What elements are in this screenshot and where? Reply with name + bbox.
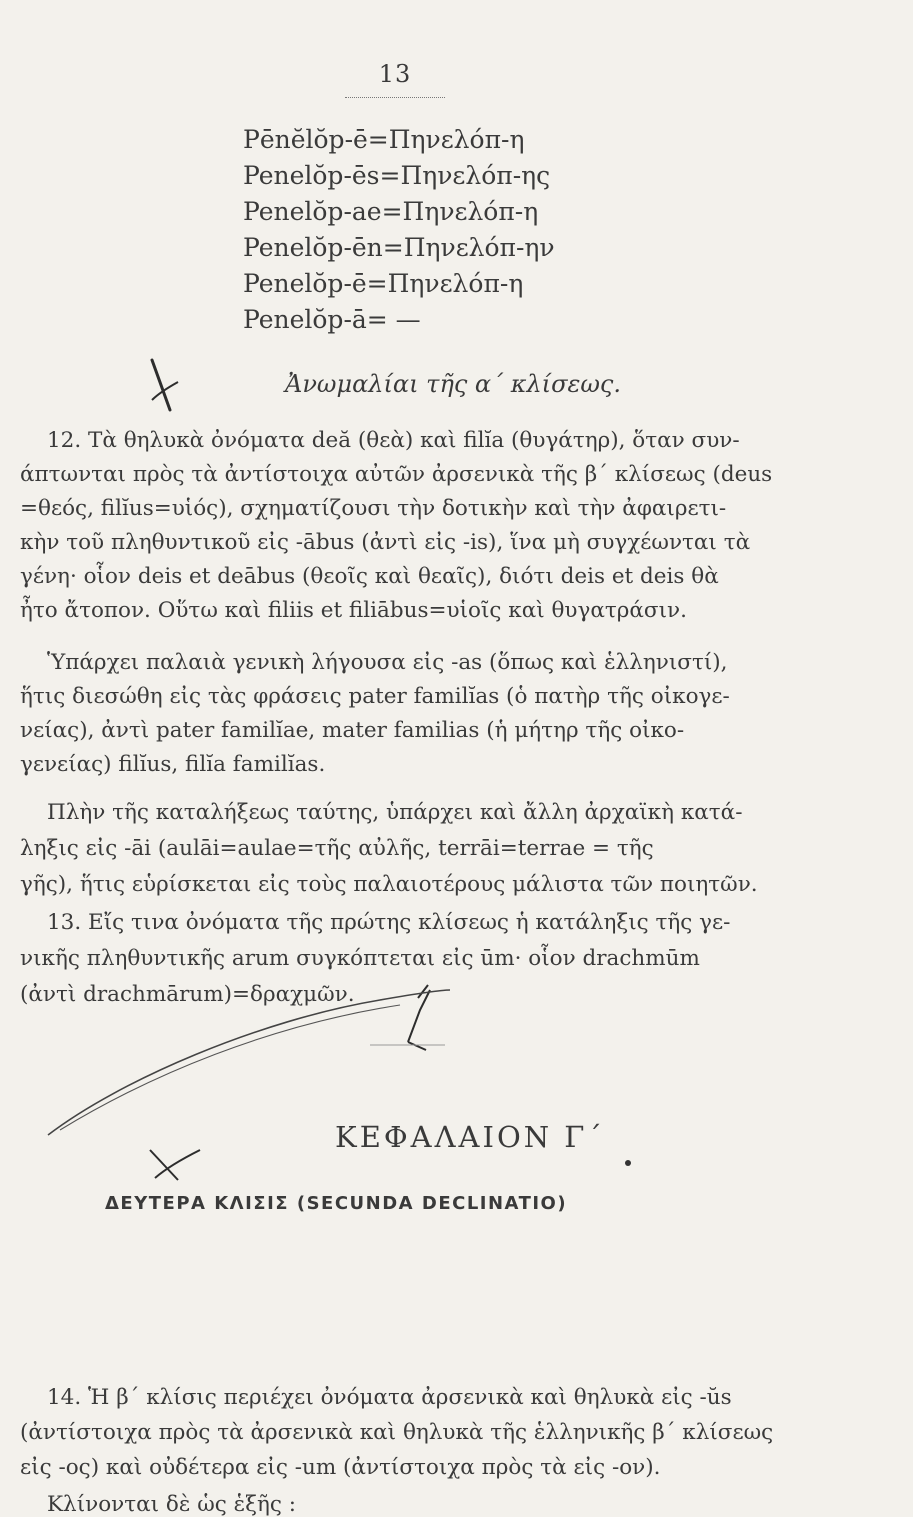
chapter-title: ΚΕΦΑΛΑΙΟΝ Γ΄ (335, 1120, 605, 1154)
text-line: =θεός, filĭus=υἱός), σχηματίζουσι τὴν δοτικὴν καὶ τὴν ἀφαιρετι- (20, 496, 727, 521)
text-line: νείας), ἀντὶ pater familĭae, mater familias (ἡ μήτηρ τῆς οἰκο- (20, 718, 685, 743)
text-line: ἦτο ἄτοπον. Οὕτω καὶ filiis et filiābus=υἱοῖς καὶ θυγατράσιν. (20, 598, 687, 623)
page-number: 13 (378, 60, 412, 88)
text-line: εἰς -ος) καὶ οὐδέτερα εἰς -um (ἀντίστοιχα πρὸς τὰ εἰς -ον). (20, 1455, 661, 1480)
text-line: (ἀντὶ drachmārum)=δραχμῶν. (20, 982, 355, 1007)
ink-dot (625, 1160, 631, 1166)
text-line: γῆς), ἥτις εὑρίσκεται εἰς τοὺς παλαιοτέρους μάλιστα τῶν ποιητῶν. (20, 872, 758, 897)
text-line: Κλίνονται δὲ ὡς ἑξῆς : (47, 1492, 296, 1517)
paradigm-row: Penelŏp-ā= — (243, 305, 421, 334)
text-line: Ὑπάρχει παλαιὰ γενικὴ λήγουσα εἰς -as (ὅπως καὶ ἑλληνιστί), (47, 650, 728, 675)
text-line: 12. Τὰ θηλυκὰ ὀνόματα deă (θεὰ) καὶ filĭa (θυγάτηρ), ὅταν συν- (47, 428, 740, 453)
chapter-subtitle: ΔΕΥΤΕΡΑ ΚΛΙΣΙΣ (SECUNDA DECLINATIO) (105, 1193, 568, 1214)
paradigm-row: Penelŏp-ē=Πηνελόπ-η (243, 269, 524, 298)
text-line: γένη· οἷον deis et deābus (θεοῖς καὶ θεαῖς), διότι deis et deis θὰ (20, 564, 719, 589)
text-line: Πλὴν τῆς καταλήξεως ταύτης, ὑπάρχει καὶ ἄλλη ἀρχαϊκὴ κατά- (47, 800, 743, 825)
paradigm-row: Penelŏp-ēs=Πηνελόπ-ης (243, 161, 551, 190)
text-line: άπτωνται πρὸς τὰ ἀντίστοιχα αὐτῶν ἀρσενικὰ τῆς β΄ κλίσεως (deus (20, 462, 773, 487)
text-line: γενείας) filĭus, filĭa familĭas. (20, 752, 326, 777)
text-line: ληξις εἰς -āi (aulāi=aulae=τῆς αὐλῆς, terrāi=terrae = τῆς (20, 836, 654, 861)
text-line: ἥτις διεσώθη εἰς τὰς φράσεις pater familĭas (ὁ πατὴρ τῆς οἰκογε- (20, 684, 730, 709)
text-line: νικῆς πληθυντικῆς arum συγκόπτεται εἰς ūm· οἷον drachmūm (20, 946, 700, 971)
text-line: 13. Εἴς τινα ὀνόματα τῆς πρώτης κλίσεως ἡ κατάληξις τῆς γε- (47, 910, 731, 935)
text-line: κὴν τοῦ πληθυντικοῦ εἰς -ābus (ἀντὶ εἰς -is), ἵνα μὴ συγχέωνται τὰ (20, 530, 751, 555)
text-line: 14. Ἡ β΄ κλίσις περιέχει ὀνόματα ἀρσενικὰ καὶ θηλυκὰ εἰς -ŭs (47, 1385, 732, 1410)
paradigm-row: Pēnĕlŏp-ē=Πηνελόπ-η (243, 125, 525, 154)
paradigm-row: Penelŏp-ae=Πηνελόπ-η (243, 197, 539, 226)
text-line: (ἀντίστοιχα πρὸς τὰ ἀρσενικὰ καὶ θηλυκὰ τῆς ἑλληνικῆς β΄ κλίσεως (20, 1420, 774, 1445)
paradigm-row: Penelŏp-ēn=Πηνελόπ-ην (243, 233, 555, 262)
section-subheading: Ἀνωμαλίαι τῆς α΄ κλίσεως. (285, 370, 621, 398)
